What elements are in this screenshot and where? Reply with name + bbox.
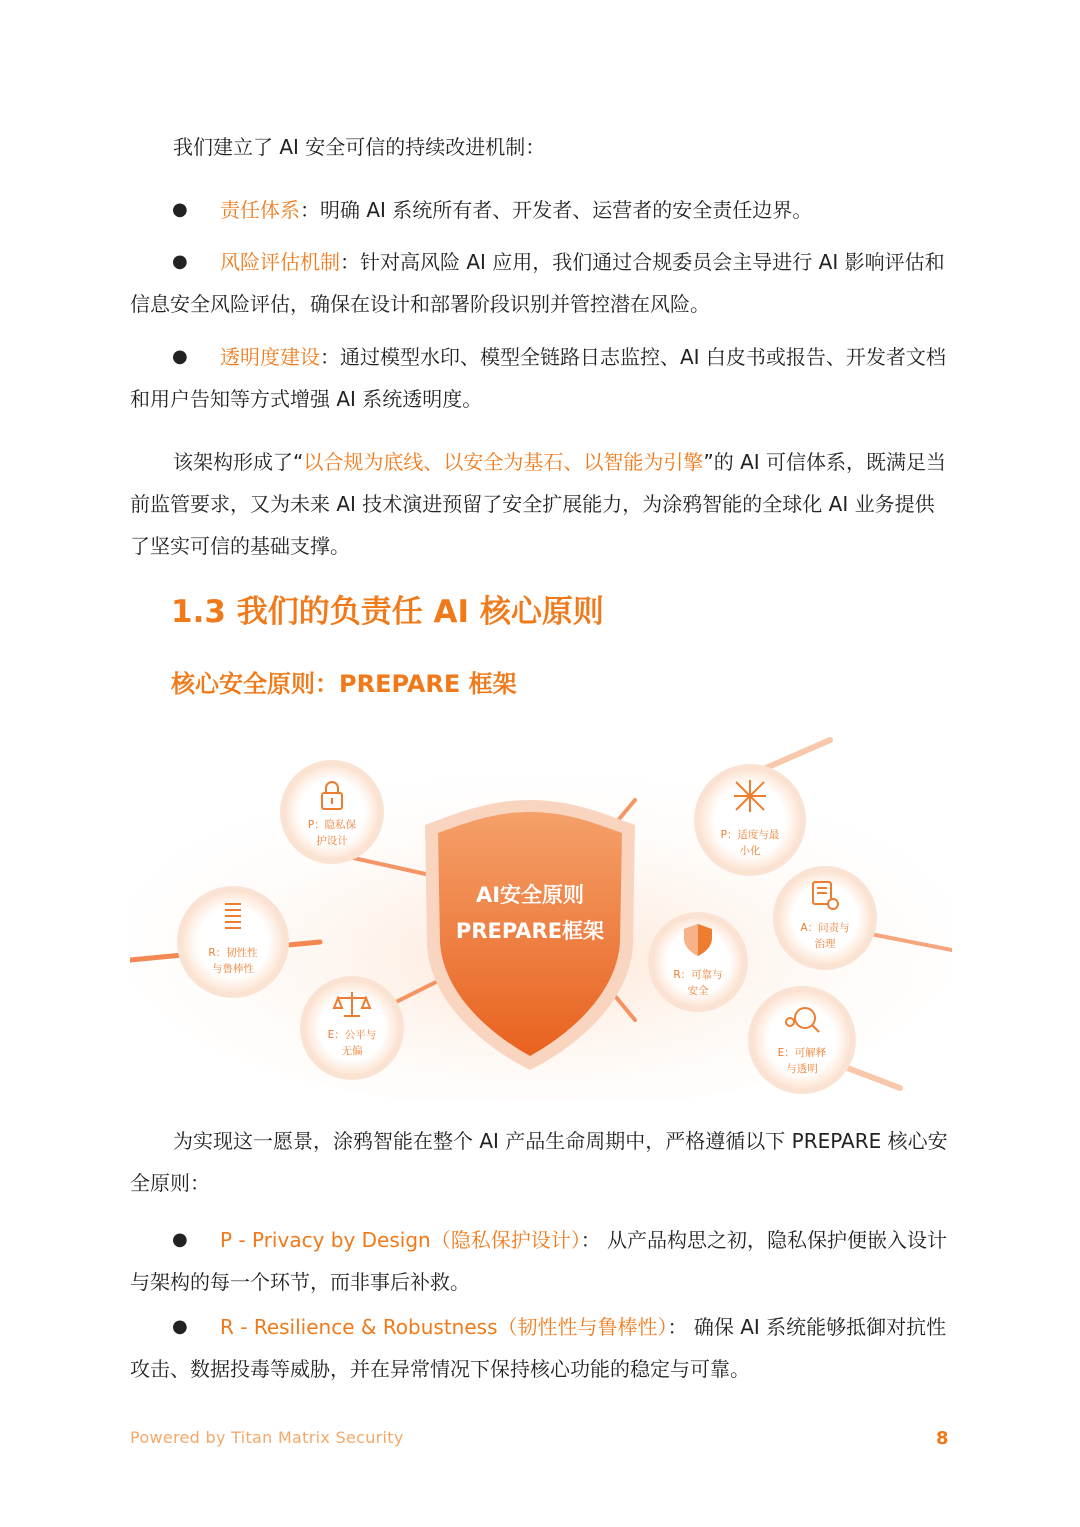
shield-title-line2: PREPARE框架 — [455, 919, 605, 943]
node-proportion — [694, 764, 806, 876]
minimize-icon — [734, 780, 766, 812]
svg-text:E：可解释: E：可解释 — [777, 1047, 827, 1059]
subsection-title: 核心安全原则：PREPARE 框架 — [171, 670, 517, 698]
principle-term: P - Privacy by Design（隐私保护设计） — [220, 1228, 581, 1252]
bullet-dot: ● — [172, 251, 188, 272]
bullet-dot: ● — [172, 1316, 188, 1337]
shield-title-line1: AI安全原则 — [475, 883, 585, 907]
svg-text:A：问责与: A：问责与 — [800, 922, 850, 934]
principle-term: R - Resilience & Robustness（韧性性与鲁棒性） — [220, 1315, 668, 1339]
svg-text:R：韧性性: R：韧性性 — [208, 947, 258, 959]
svg-text:小化: 小化 — [739, 845, 761, 857]
bullet-dot: ● — [172, 199, 188, 220]
principle-text: ： 确保 AI 系统能够抵御对抗性攻击、数据投毒等威胁，并在异常情况下保持核心功能的稳定与可靠。 — [130, 1315, 947, 1381]
principle-item — [130, 1219, 952, 1303]
svg-text:与透明: 与透明 — [786, 1063, 818, 1075]
node-accountability — [773, 866, 877, 970]
bullet-item — [130, 189, 952, 231]
principle-text: ： 从产品构思之初，隐私保护便嵌入设计与架构的每一个环节，而非事后补救。 — [130, 1228, 948, 1294]
bullet-term: 透明度建设 — [220, 345, 320, 369]
bullet-item — [130, 241, 952, 325]
bullet-text: ：针对高风险 AI 应用，我们通过合规委员会主导进行 AI 影响评估和信息安全风险评估，确保在设计和部署阶段识别并管控潜在风险。 — [130, 250, 945, 316]
lead-in-paragraph: 为实现这一愿景，涂鸦智能在整个 AI 产品生命周期中，严格遵循以下 PREPARE 核心安全原则： — [130, 1129, 948, 1195]
svg-text:R：可靠与: R：可靠与 — [673, 969, 723, 981]
bullet-item — [130, 336, 952, 420]
svg-text:无偏: 无偏 — [341, 1045, 363, 1057]
bullet-term: 风险评估机制 — [220, 250, 340, 274]
page-number: 8 — [936, 1428, 949, 1449]
section-title: 1.3 我们的负责任 AI 核心原则 — [171, 594, 604, 630]
node-explainable — [748, 986, 856, 1094]
prepare-diagram — [130, 730, 952, 1100]
bullet-dot: ● — [172, 1229, 188, 1250]
node-equity — [300, 976, 404, 1080]
summary-highlight: 以合规为底线、以安全为基石、以智能为引擎 — [303, 450, 704, 474]
bullet-dot: ● — [172, 346, 188, 367]
svg-text:护设计: 护设计 — [316, 835, 348, 847]
node-resilience — [177, 886, 289, 998]
bullet-term: 责任体系 — [220, 198, 300, 222]
footer-powered-by: Powered by Titan Matrix Security — [130, 1428, 404, 1447]
svg-text:P：适度与最: P：适度与最 — [720, 829, 780, 841]
bullet-text: ：通过模型水印、模型全链路日志监控、AI 白皮书或报告、开发者文档和用户告知等方式增强 AI 系统透明度。 — [130, 345, 946, 411]
svg-text:安全: 安全 — [687, 985, 709, 997]
intro-text: 我们建立了 AI 安全可信的持续改进机制： — [173, 135, 546, 159]
svg-text:E：公平与: E：公平与 — [327, 1029, 377, 1041]
node-privacy — [280, 760, 384, 864]
summary-paragraph: 该架构形成了“以合规为底线、以安全为基石、以智能为引擎”的 AI 可信体系，既满足当前监管要求，又为未来 AI 技术演进预留了安全扩展能力，为涂鸦智能的全球化 AI 业务提供了坚实可信的基础支撑。 — [130, 450, 947, 558]
node-reliable — [648, 912, 748, 1012]
principle-item — [130, 1306, 952, 1390]
bullet-text: ：明确 AI 系统所有者、开发者、运营者的安全责任边界。 — [300, 198, 813, 222]
svg-text:治理: 治理 — [814, 938, 836, 950]
svg-text:P：隐私保: P：隐私保 — [307, 819, 357, 831]
svg-text:与鲁棒性: 与鲁棒性 — [212, 963, 254, 975]
